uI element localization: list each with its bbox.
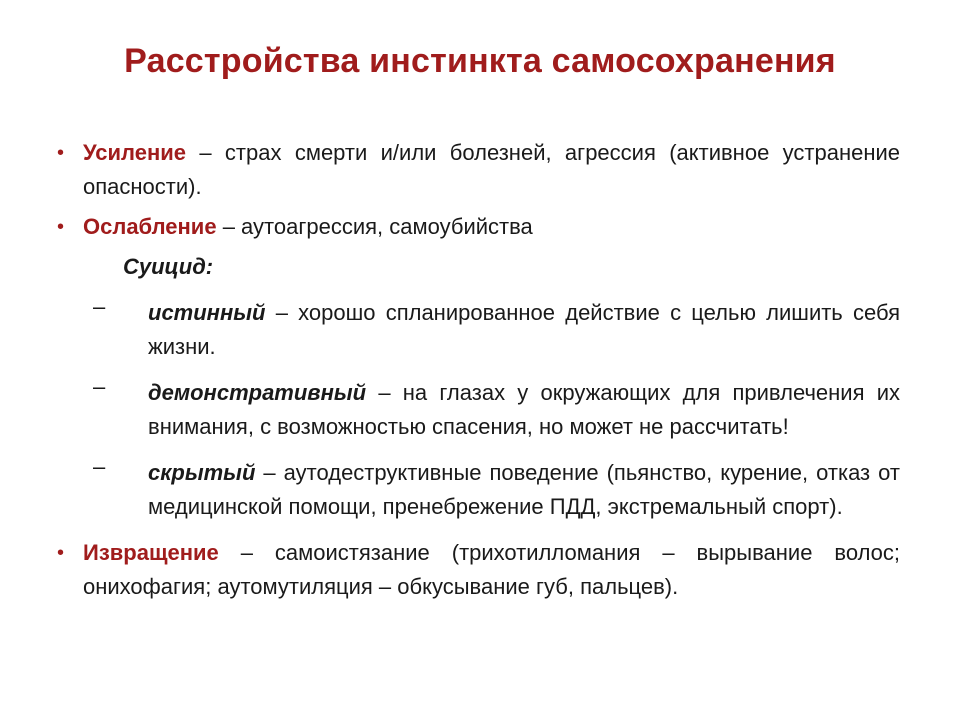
subitem-term: скрытый — [148, 460, 256, 485]
bullet-weakening — [55, 210, 900, 244]
subitem-text: – хорошо спланированное действие с целью лишить себя жизни. — [148, 300, 900, 359]
dash-marker: – — [93, 294, 106, 319]
subitem-text: – аутодеструктивные поведение (пьянство, курение, отказ от медицинской помощи, пренебрежение ПДД, экстремальный спорт). — [148, 460, 900, 519]
dash-marker: – — [93, 374, 106, 399]
bullet-marker: • — [57, 142, 65, 164]
bullet-text: – аутоагрессия, самоубийства — [216, 214, 533, 239]
bullet-term: Усиление — [83, 140, 187, 165]
bullet-perversion — [55, 536, 900, 604]
subitem-demonstrative-suicide — [55, 376, 900, 444]
bullet-strengthening — [55, 136, 900, 204]
subitem-true-suicide — [55, 296, 900, 364]
bullet-term: Извращение — [83, 540, 219, 565]
subitem-term: демонстративный — [148, 380, 367, 405]
bullet-marker: • — [57, 216, 65, 238]
subitem-hidden-suicide — [55, 456, 900, 524]
slide-title: Расстройства инстинкта самосохранения — [124, 42, 836, 80]
slide-content — [55, 136, 900, 604]
bullet-marker: • — [57, 542, 65, 564]
bullet-text: – самоистязание (трихотилломания – вырывание волос; онихофагия; аутомутиляция – обкусывание губ, пальцев). — [83, 540, 900, 599]
bullet-text: – страх смерти и/или болезней, агрессия (активное устранение опасности). — [83, 140, 900, 199]
subitem-text: – на глазах у окружающих для привлечения их внимания, с возможностью спасения, но может не рассчитать! — [148, 380, 900, 439]
subitem-term: истинный — [148, 300, 266, 325]
dash-marker: – — [93, 454, 106, 479]
bullet-term: Ослабление — [83, 214, 217, 239]
suicide-heading: Суицид: — [123, 254, 214, 279]
